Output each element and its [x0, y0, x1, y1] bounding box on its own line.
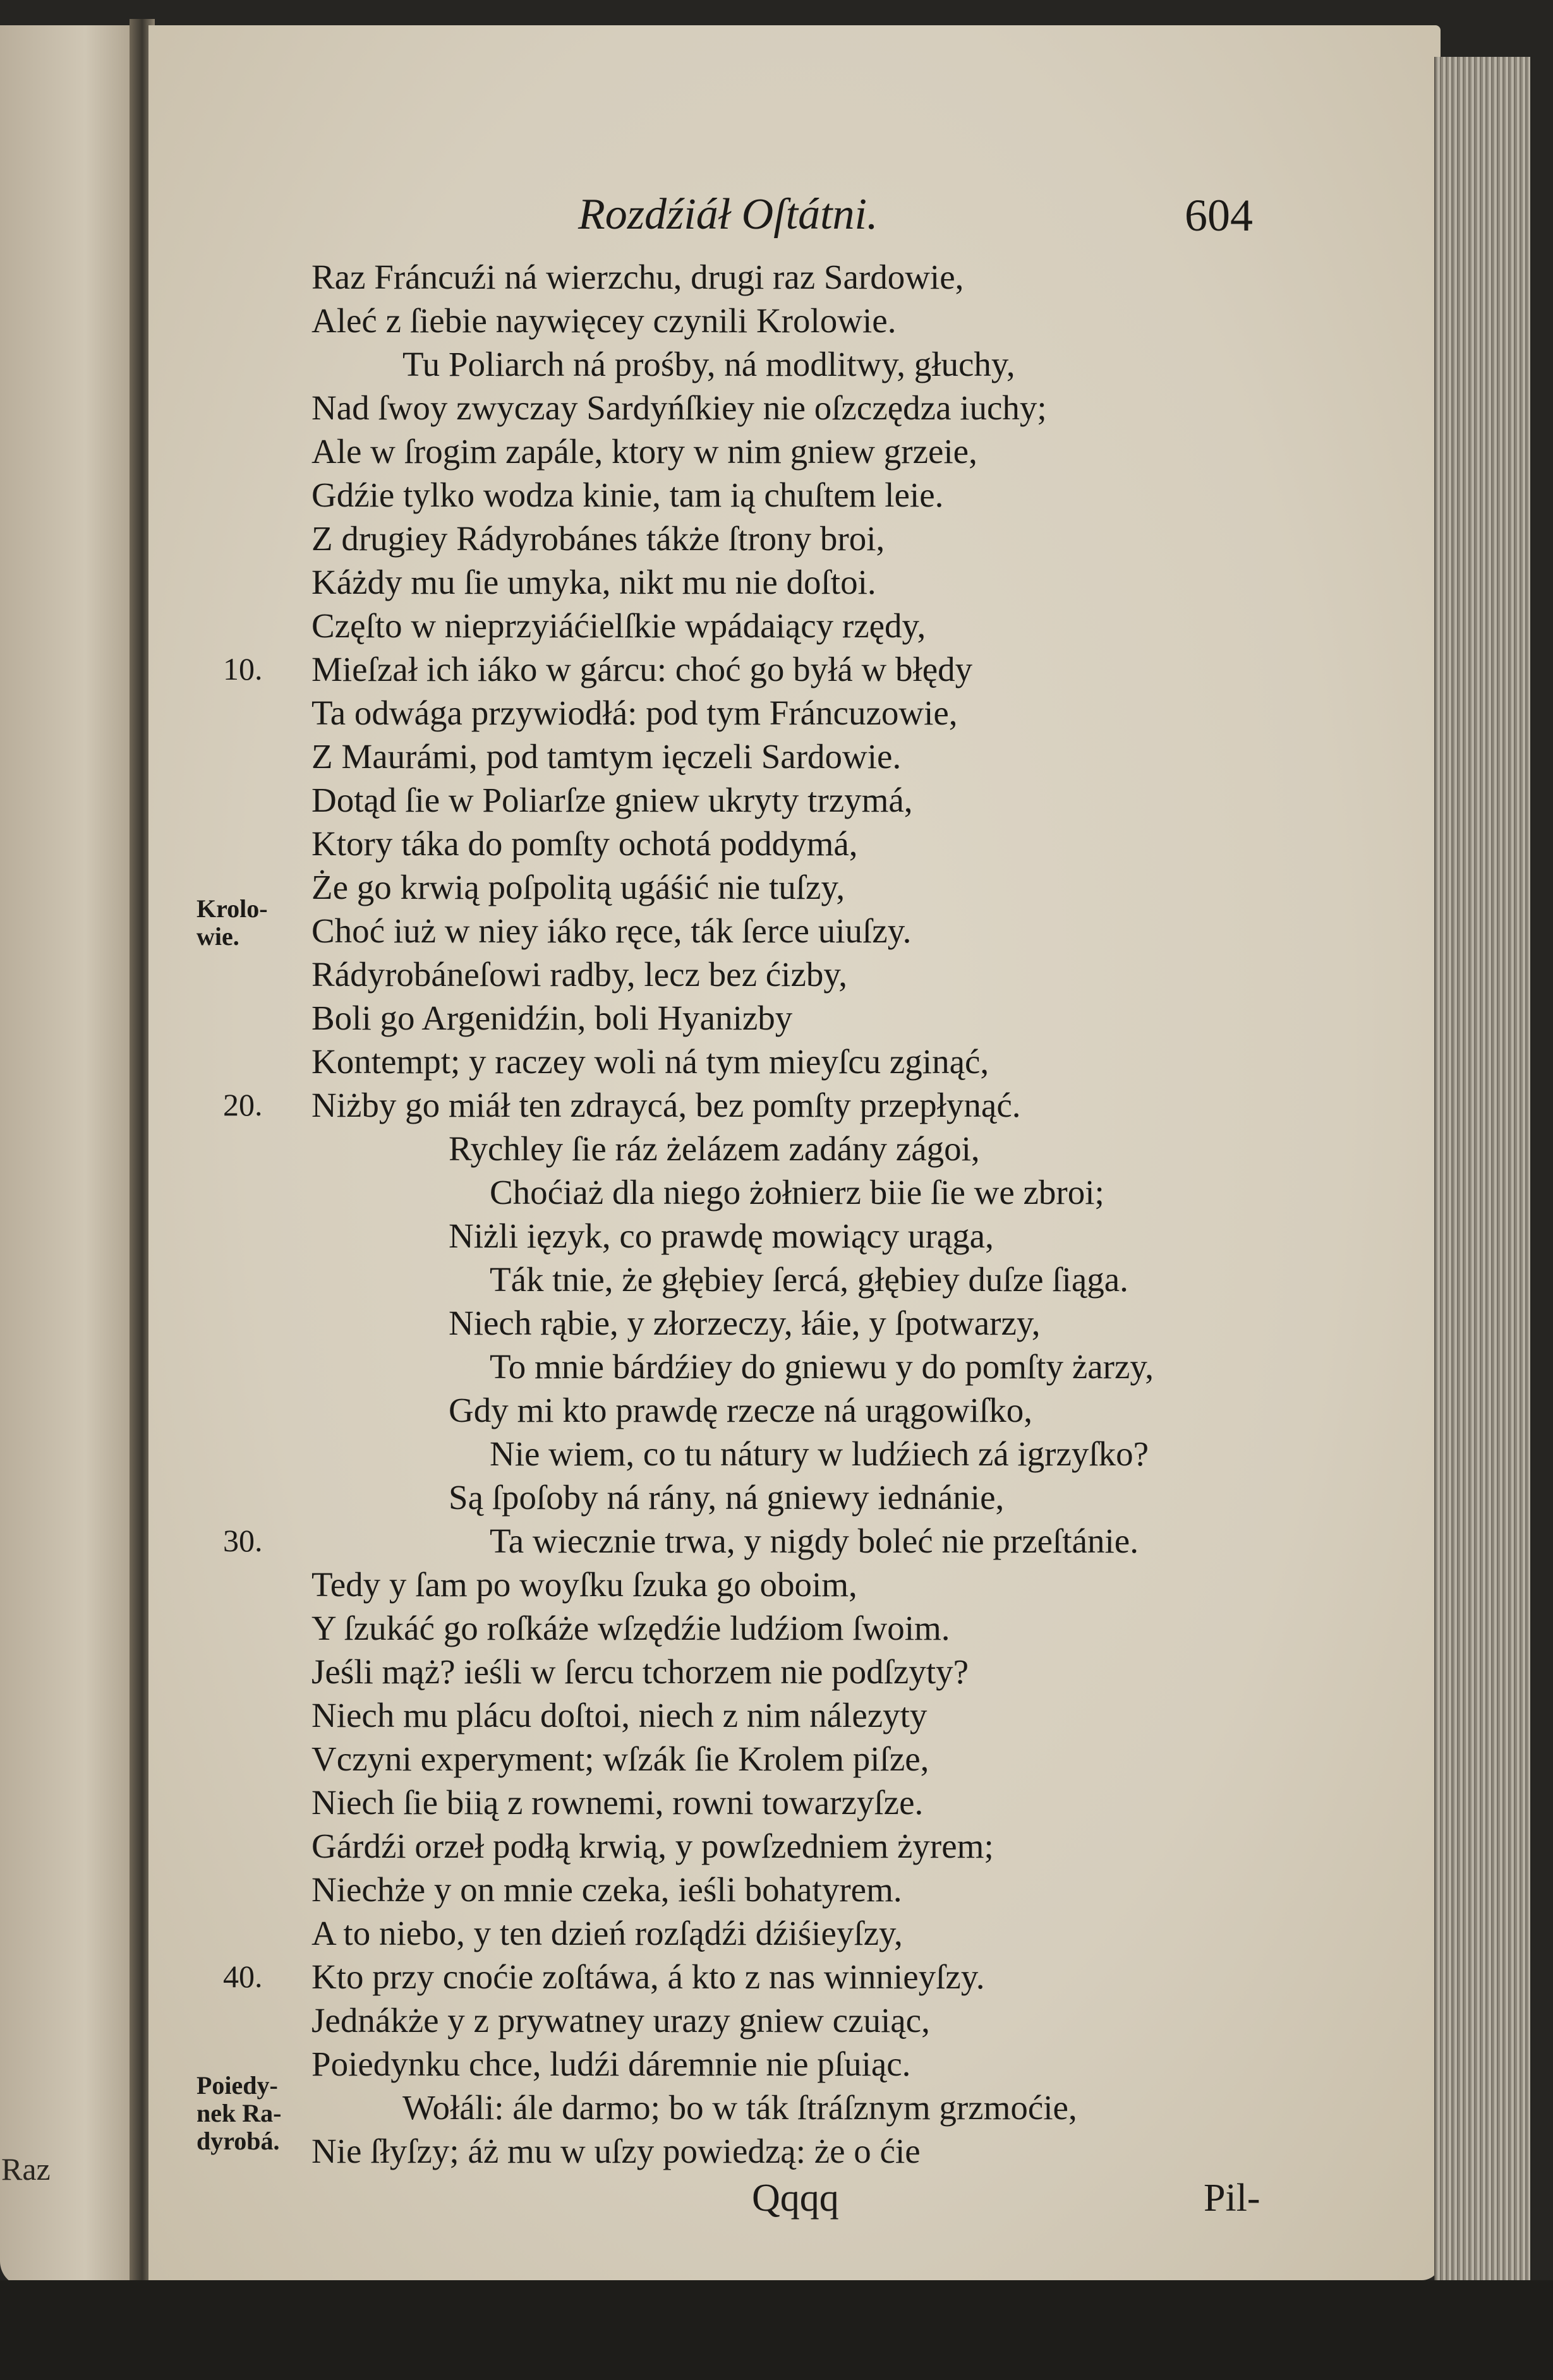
- verse-line-text: Niech rąbie, y złorzeczy, łáie, y ſpotwarzy,: [449, 1304, 1041, 1342]
- verse-line-text: Jeśli mąż? ieśli w ſercu tchorzem nie podſzyty?: [311, 1652, 969, 1691]
- verse-line: [311, 1563, 1154, 1606]
- verse-line: [311, 1388, 1154, 1432]
- chapter-title: Rozdźiáł Oſtátni.: [578, 190, 878, 239]
- verse-line-text: Nie wiem, co tu nátury w ludźiech zá igrzyſko?: [490, 1434, 1149, 1473]
- verse-line-text: Choć iuż w niey iáko ręce, ták ſerce uiuſzy.: [311, 911, 912, 950]
- verse-line: [311, 1693, 1154, 1737]
- verse-line-text: Vczyni experyment; wſzák ſie Krolem piſze,: [311, 1740, 929, 1778]
- verse-line-text: Są ſpoſoby ná rány, ná gniewy iednánie,: [449, 1478, 1005, 1517]
- verse-line: [311, 1127, 1154, 1170]
- verse-line: [311, 473, 1154, 517]
- verse-line: [311, 1781, 1154, 1824]
- background: [0, 2280, 1553, 2380]
- verse-line-text: Ták tnie, że głębiey ſercá, głębiey duſze ſiąga.: [490, 1260, 1128, 1299]
- verse-line: [196, 894, 1154, 953]
- verse-line-text: Ale w ſrogim zapále, ktory w nim gniew grzeie,: [311, 432, 977, 471]
- verse-line: [311, 735, 1154, 778]
- verse-line-text: Káżdy mu ſie umyka, nikt mu nie doſtoi.: [311, 563, 876, 601]
- verse-line: [311, 1606, 1154, 1650]
- catchword: Pil-: [1204, 2177, 1260, 2220]
- margin-note: Krolo- wie.: [196, 894, 268, 951]
- line-number: 30.: [223, 1523, 263, 1558]
- verse-line-text: Kontempt; y raczey woli ná tym mieyſcu zginąć,: [311, 1042, 989, 1081]
- verse-line: [223, 1083, 1154, 1127]
- verse-line: [311, 691, 1154, 735]
- verse-line: [311, 822, 1154, 865]
- verse-line-text: Z Maurámi, pod tamtym ięczeli Sardowie.: [311, 737, 902, 776]
- verse-line-text: Kto przy cnoćie zoſtáwa, á kto z nas winnieyſzy.: [311, 1957, 985, 1996]
- verse-line-text: Dotąd ſie w Poliarſze gniew ukryty trzymá,: [311, 781, 913, 819]
- verse-line-text: Mieſzał ich iáko w gárcu: choć go byłá w błędy: [311, 650, 973, 688]
- verse-line-text: Rádyrobáneſowi radby, lecz bez ćizby,: [311, 955, 848, 994]
- verse-line: [311, 342, 1154, 386]
- verse-line-text: Y ſzukáć go roſkáże wſzędźie ludźiom ſwoim.: [311, 1609, 950, 1647]
- verse-line: [311, 778, 1154, 822]
- verse-line-text: Niechże y on mnie czeka, ieśli bohatyrem.: [311, 1870, 902, 1909]
- verse-text: [196, 255, 1154, 2173]
- verse-line: [223, 647, 1154, 691]
- verse-line: [311, 299, 1154, 342]
- signature-mark: Qqqq: [752, 2177, 839, 2220]
- verse-line-text: Boli go Argenidźin, boli Hyanizby: [311, 999, 793, 1037]
- verse-line: [311, 2129, 1154, 2173]
- verse-line: [311, 1432, 1154, 1475]
- verse-line-text: Poiedynku chce, ludźi dáremnie nie pſuiąc.: [311, 2045, 911, 2083]
- verse-line-text: Tedy y ſam po woyſku ſzuka go oboim,: [311, 1565, 857, 1604]
- verse-line: [311, 1170, 1154, 1214]
- line-number: 20.: [223, 1087, 263, 1122]
- verse-line-text: Nie ſłyſzy; áż mu w uſzy powiedzą: że o ćie: [311, 2132, 921, 2170]
- verse-line: [311, 255, 1154, 299]
- verse-line: [311, 1345, 1154, 1388]
- verse-line-text: To mnie bárdźiey do gniewu y do pomſty żarzy,: [490, 1347, 1154, 1386]
- line-number: 40.: [223, 1959, 263, 1994]
- page-number: 604: [1185, 190, 1253, 241]
- page-stack-edges: [1434, 57, 1530, 2280]
- verse-line-text: Że go krwią poſpolitą ugáśić nie tuſzy,: [311, 868, 845, 906]
- verse-line-text: Z drugiey Rádyrobánes tákże ſtrony broi,: [311, 519, 885, 558]
- verse-line: [311, 1650, 1154, 1693]
- verse-line: [311, 560, 1154, 604]
- verse-line: [311, 1824, 1154, 1868]
- verse-line-text: Jednákże y z prywatney urazy gniew czuiąc,: [311, 2001, 930, 2040]
- verse-line-text: Gdźie tylko wodza kinie, tam ią chuſtem leie.: [311, 476, 944, 514]
- verse-line-text: Ta wiecznie trwa, y nigdy boleć nie przeſtánie.: [490, 1522, 1139, 1560]
- verse-line-text: Nad ſwoy zwyczay Sardyńſkiey nie oſzczędza iuchy;: [311, 388, 1047, 427]
- verse-line: [311, 1998, 1154, 2042]
- verse-line-text: Raz Fráncuźi ná wierzchu, drugi raz Sardowie,: [311, 258, 964, 296]
- verse-line-text: Gárdźi orzeł podłą krwią, y powſzedniem żyrem;: [311, 1827, 994, 1865]
- verse-line: [311, 1258, 1154, 1301]
- verse-line: [311, 1040, 1154, 1083]
- verse-line: [311, 1737, 1154, 1781]
- verse-line: [311, 1868, 1154, 1911]
- verse-line: [311, 1911, 1154, 1955]
- verse-line: [311, 2042, 1154, 2086]
- verse-line: [223, 1519, 1154, 1563]
- verse-line-text: Ta odwága przywiodłá: pod tym Fráncuzowie,: [311, 694, 958, 732]
- verse-line-text: Rychley ſie ráz żelázem zadány zágoi,: [449, 1129, 980, 1168]
- verse-line: [311, 953, 1154, 996]
- verse-line-text: Tu Poliarch ná prośby, ná modlitwy, głuchy,: [402, 345, 1015, 383]
- margin-note: Poiedy- nek Ra- dyrobá.: [196, 2071, 282, 2155]
- verse-line-text: Aleć z ſiebie naywięcey czynili Krolowie.: [311, 301, 897, 340]
- verse-line: [223, 1955, 1154, 1998]
- previous-page-edge: [0, 25, 142, 2287]
- verse-line-text: Niżby go miáł ten zdraycá, bez pomſty przepłynąć.: [311, 1086, 1021, 1124]
- verse-line-text: A to niebo, y ten dzień rozſądźi dźiśieyſzy,: [311, 1914, 903, 1952]
- verse-line: [311, 1214, 1154, 1258]
- verse-line: [311, 865, 1154, 909]
- verse-line: [311, 386, 1154, 430]
- line-number: 10.: [223, 651, 263, 687]
- verse-line: [311, 517, 1154, 560]
- verse-line-text: Niech mu plácu doſtoi, niech z nim nálezyty: [311, 1696, 928, 1734]
- verse-line-text: Ktory táka do pomſty ochotá poddymá,: [311, 824, 858, 863]
- verse-line-text: Wołáli: ále darmo; bo w ták ſtráſznym grzmoćie,: [402, 2088, 1077, 2127]
- verse-line: [311, 996, 1154, 1040]
- previous-page-text-fragment: Raz: [1, 2151, 51, 2187]
- verse-line: [311, 430, 1154, 473]
- verse-line-text: Gdy mi kto prawdę rzecze ná urągowiſko,: [449, 1391, 1032, 1429]
- verse-line: [311, 604, 1154, 647]
- verse-line-text: Choćiaż dla niego żołnierz biie ſie we zbroi;: [490, 1173, 1104, 1211]
- verse-line-text: Niech ſie biią z rownemi, rowni towarzyſze.: [311, 1783, 924, 1822]
- verse-line: [311, 1475, 1154, 1519]
- verse-line: [311, 1301, 1154, 1345]
- verse-line-text: Niżli ięzyk, co prawdę mowiący urąga,: [449, 1217, 994, 1255]
- verse-line-text: Częſto w nieprzyiáćielſkie wpádaiący rzędy,: [311, 606, 926, 645]
